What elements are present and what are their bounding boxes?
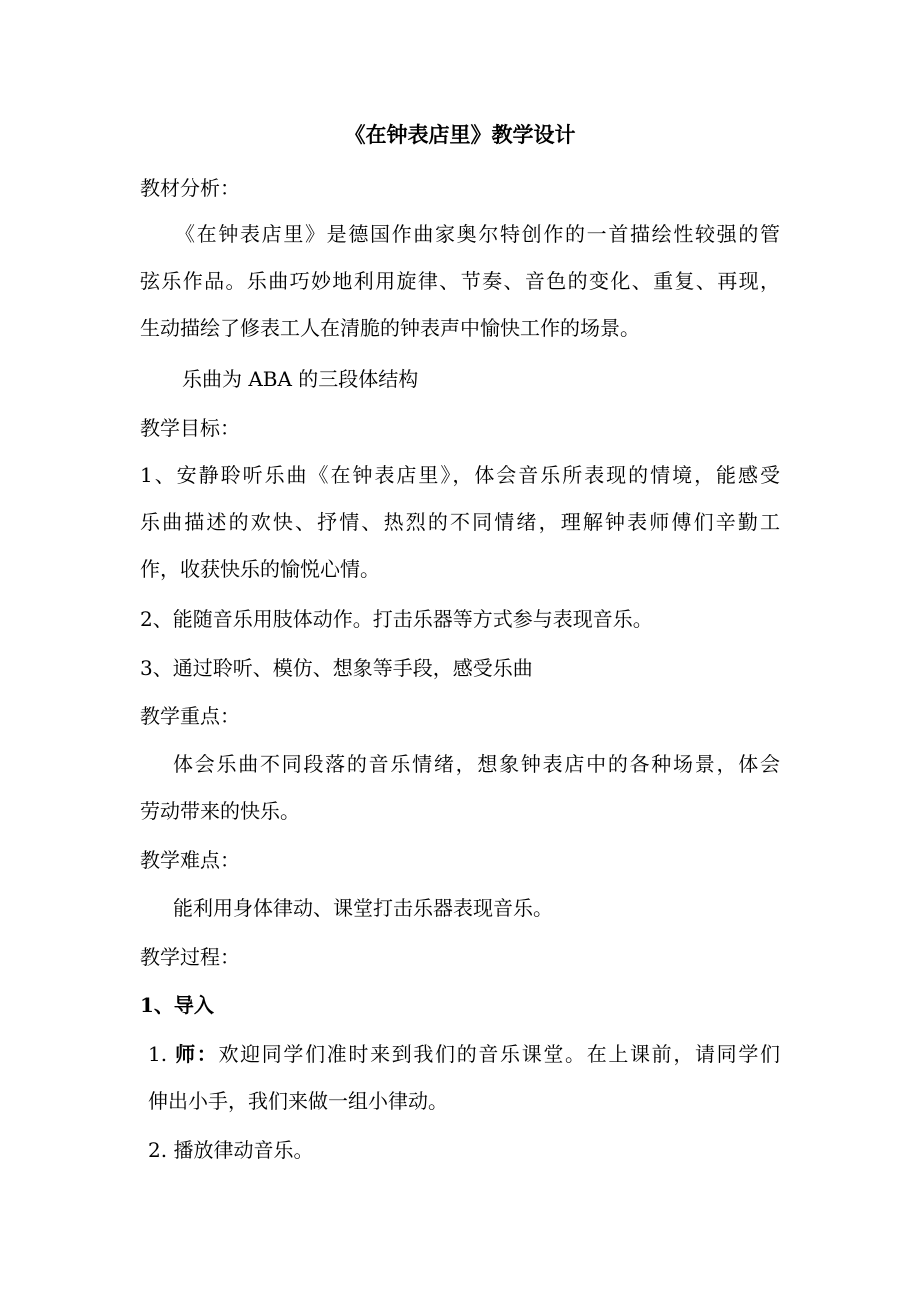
objective-item-line: 1、安静聆听乐曲《在钟表店里》，体会音乐所表现的情境，能感受 [140, 463, 780, 487]
section-heading: 1、导入 [140, 993, 214, 1017]
process-step-2: 2. 播放律动音乐。 [148, 1138, 314, 1162]
difficulties-heading: 教学难点： [140, 848, 240, 872]
structure-note: 乐曲为 ABA 的三段体结构 [182, 367, 419, 391]
objective-item-3: 3、通过聆听、模仿、想象等手段，感受乐曲 [140, 656, 533, 680]
step-text: 欢迎同学们准时来到我们的音乐课堂。在上课前，请同学们 [218, 1042, 780, 1066]
teacher-label: 师： [175, 1042, 219, 1066]
process-step-1 [148, 1041, 780, 1067]
process-step-1-continued: 伸出小手，我们来做一组小律动。 [148, 1089, 448, 1113]
difficulties-text: 能利用身体律动、课堂打击乐器表现音乐。 [173, 896, 553, 920]
material-paragraph-line: 弦乐作品。乐曲巧妙地利用旋律、节奏、音色的变化、重复、再现， [140, 269, 780, 293]
material-paragraph-line: 生动描绘了修表工人在清脆的钟表声中愉快工作的场景。 [140, 316, 640, 340]
material-analysis-heading: 教材分析： [140, 176, 240, 200]
process-heading: 教学过程： [140, 945, 240, 969]
objectives-heading: 教学目标： [140, 416, 240, 440]
objective-item-2: 2、能随音乐用肢体动作。打击乐器等方式参与表现音乐。 [140, 607, 653, 631]
objective-item-line: 作，收获快乐的愉悦心情。 [140, 557, 380, 581]
key-points-line: 体会乐曲不同段落的音乐情绪，想象钟表店中的各种场景，体会 [173, 752, 780, 776]
key-points-line: 劳动带来的快乐。 [140, 799, 300, 823]
step-number: 1. [148, 1042, 176, 1066]
key-points-heading: 教学重点： [140, 704, 240, 728]
material-paragraph-line: 《在钟表店里》是德国作曲家奥尔特创作的一首描绘性较强的管 [175, 222, 780, 246]
document-title: 《在钟表店里》教学设计 [344, 122, 576, 147]
objective-item-line: 乐曲描述的欢快、抒情、热烈的不同情绪，理解钟表师傅们辛勤工 [140, 510, 780, 534]
